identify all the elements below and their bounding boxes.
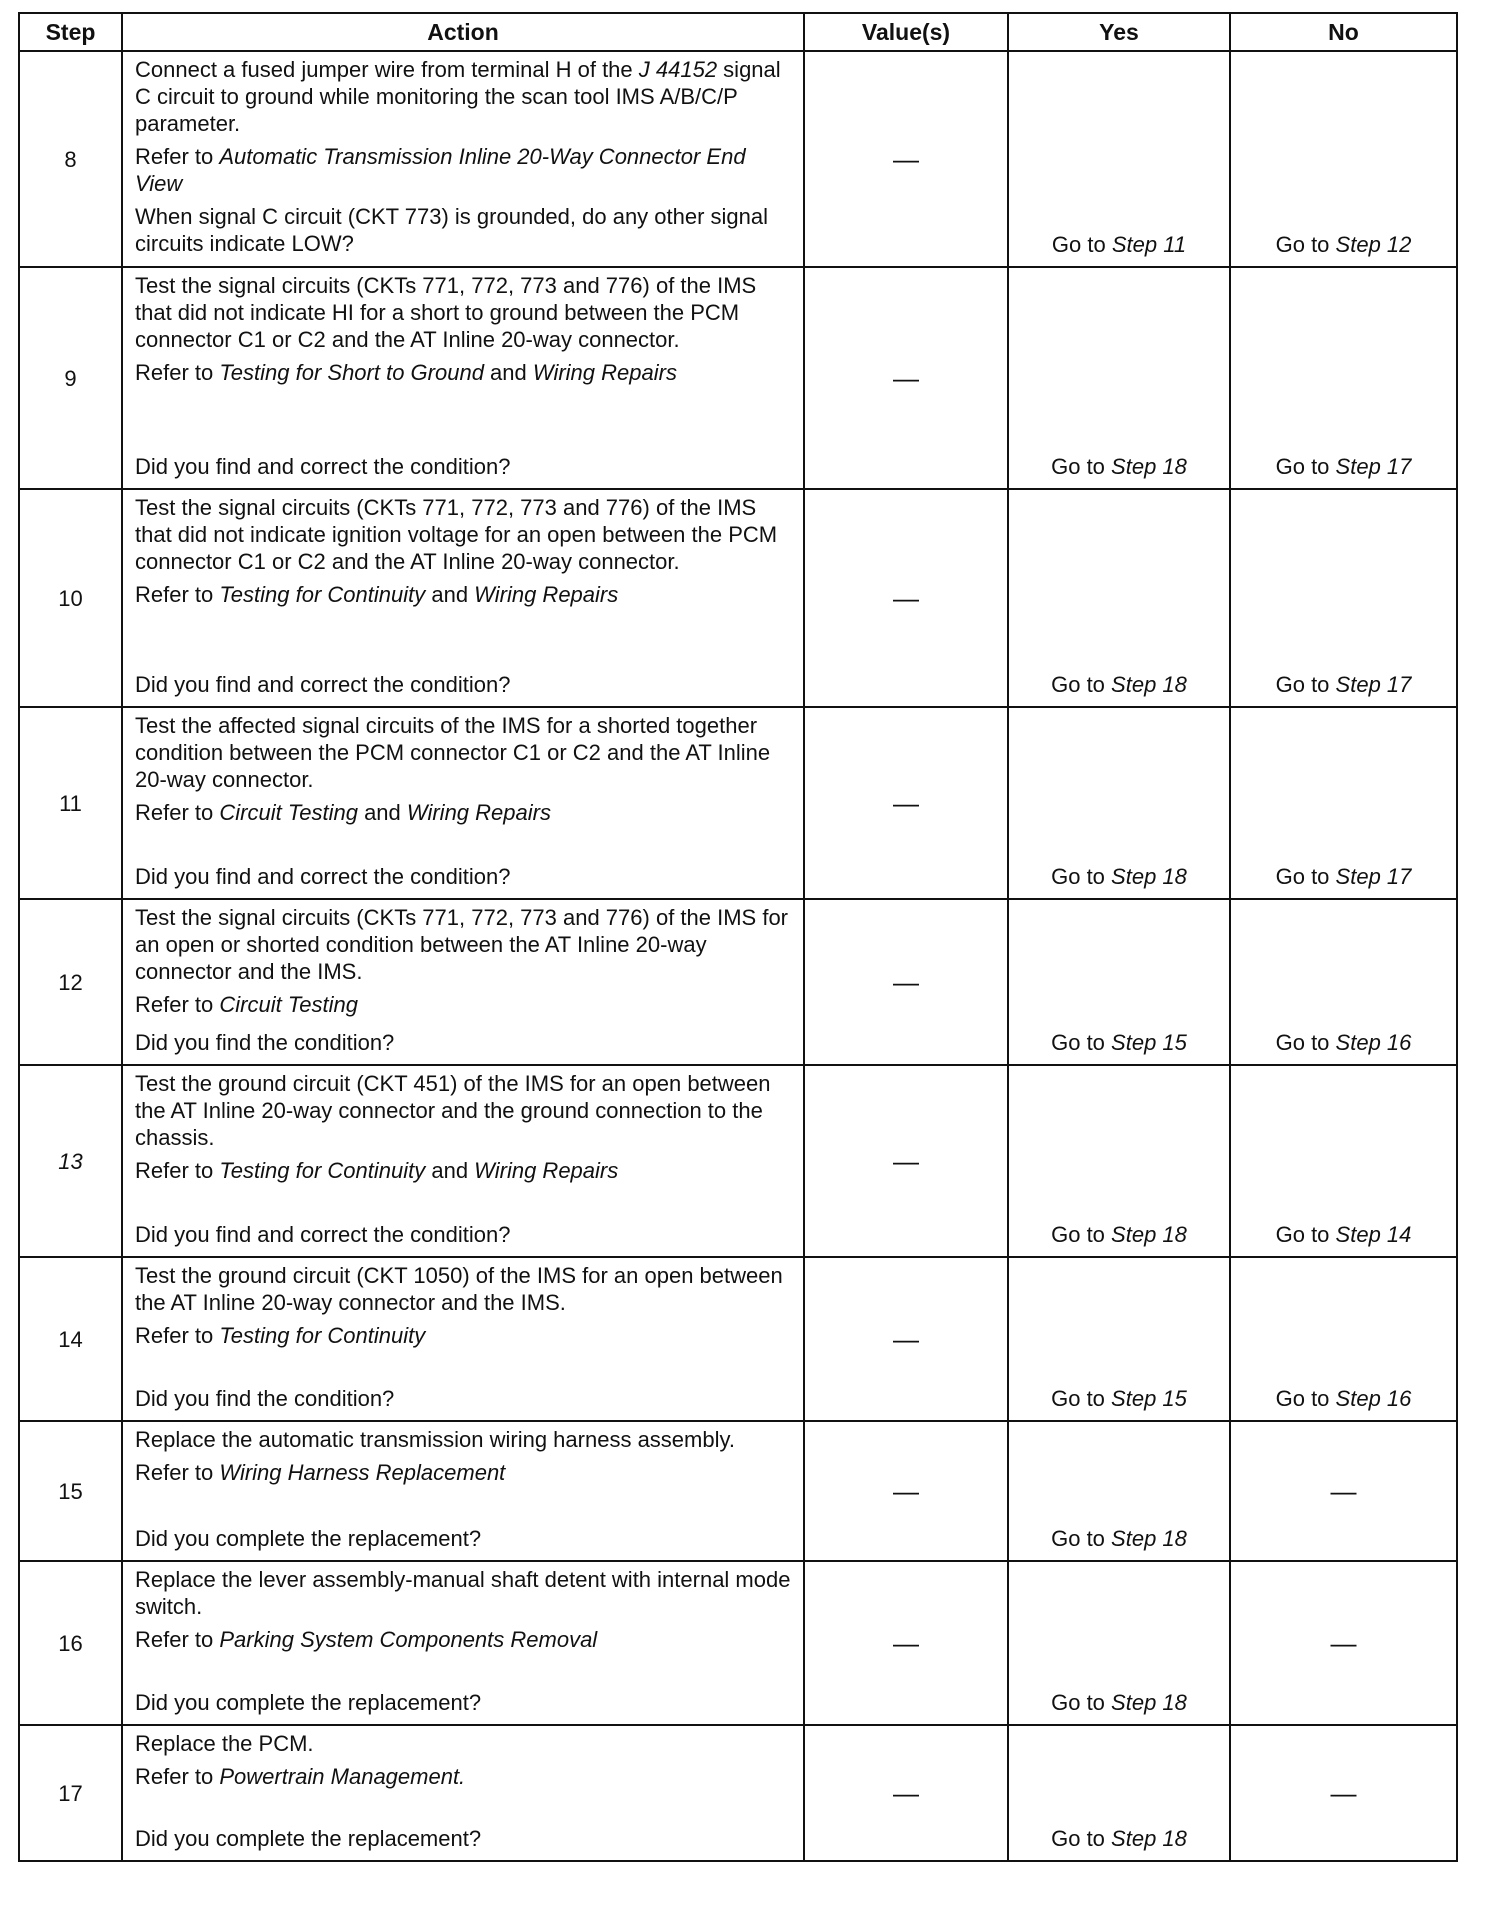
value-cell: — xyxy=(804,489,1008,707)
no-cell[interactable]: Go to Step 16 xyxy=(1230,899,1457,1065)
reference-link[interactable]: Testing for Continuity xyxy=(219,582,426,607)
reference-link[interactable]: Powertrain Management. xyxy=(219,1764,466,1789)
reference-link[interactable]: Circuit Testing xyxy=(219,992,358,1017)
reference-text: Refer to Testing for Continuity and Wiring Repairs xyxy=(135,1158,619,1183)
reference-text: Refer to Powertrain Management. xyxy=(135,1764,466,1789)
value-cell: — xyxy=(804,1065,1008,1257)
action-cell xyxy=(122,1257,804,1421)
action-cell xyxy=(122,707,804,899)
reference-text: Refer to Testing for Continuity xyxy=(135,1323,426,1348)
step-number: 15 xyxy=(19,1421,122,1561)
reference-link[interactable]: Wiring Repairs xyxy=(406,800,551,825)
action-cell xyxy=(122,1421,804,1561)
action-cell xyxy=(122,899,804,1065)
reference-text: Refer to Automatic Transmission Inline 20-Way Connector End View xyxy=(135,144,746,196)
step-number: 12 xyxy=(19,899,122,1065)
question-text: Did you find the condition? xyxy=(135,1030,395,1055)
reference-text: Refer to Circuit Testing and Wiring Repairs xyxy=(135,800,551,825)
reference-text: Refer to Parking System Components Removal xyxy=(135,1627,598,1652)
action-text: Replace the automatic transmission wiring harness assembly. xyxy=(135,1427,735,1452)
header-step: Step xyxy=(19,13,122,51)
header-no: No xyxy=(1230,13,1457,51)
no-cell[interactable]: Go to Step 17 xyxy=(1230,489,1457,707)
table-row xyxy=(19,1257,1457,1421)
diagnostic-table xyxy=(18,12,1458,1862)
step-number: 8 xyxy=(19,51,122,267)
no-cell[interactable]: Go to Step 14 xyxy=(1230,1065,1457,1257)
reference-text: Refer to Testing for Continuity and Wiring Repairs xyxy=(135,582,619,607)
action-text: Test the affected signal circuits of the IMS for a shorted together condition between the PCM connector C1 or C2 and the AT Inline 20-way connector. xyxy=(135,713,771,792)
reference-link[interactable]: Parking System Components Removal xyxy=(219,1627,598,1652)
reference-text: Refer to Circuit Testing xyxy=(135,992,358,1017)
reference-link[interactable]: Testing for Continuity xyxy=(219,1158,426,1183)
value-cell: — xyxy=(804,707,1008,899)
yes-cell[interactable]: Go to Step 18 xyxy=(1008,489,1230,707)
header-yes: Yes xyxy=(1008,13,1230,51)
reference-link[interactable]: Automatic Transmission Inline 20-Way Connector End View xyxy=(135,144,746,196)
action-text: Replace the lever assembly-manual shaft detent with internal mode switch. xyxy=(135,1567,791,1619)
reference-link[interactable]: Wiring Harness Replacement xyxy=(219,1460,506,1485)
table-row xyxy=(19,1421,1457,1561)
reference-link[interactable]: Wiring Repairs xyxy=(474,582,619,607)
value-cell: — xyxy=(804,1561,1008,1725)
header-action: Action xyxy=(122,13,804,51)
table-row xyxy=(19,51,1457,267)
reference-text: Refer to Testing for Short to Ground and Wiring Repairs xyxy=(135,360,677,385)
table-row xyxy=(19,1561,1457,1725)
no-cell: — xyxy=(1230,1725,1457,1861)
step-number: 17 xyxy=(19,1725,122,1861)
action-text: Test the ground circuit (CKT 1050) of the IMS for an open between the AT Inline 20-way connector and the IMS. xyxy=(135,1263,783,1315)
question-text: Did you find the condition? xyxy=(135,1386,395,1411)
step-number: 13 xyxy=(19,1065,122,1257)
step-number: 11 xyxy=(19,707,122,899)
reference-text: Refer to Wiring Harness Replacement xyxy=(135,1460,506,1485)
question-text: Did you complete the replacement? xyxy=(135,1526,482,1551)
action-cell xyxy=(122,1065,804,1257)
table-row xyxy=(19,489,1457,707)
action-text: Replace the PCM. xyxy=(135,1731,314,1756)
table-row xyxy=(19,1065,1457,1257)
action-cell xyxy=(122,1561,804,1725)
table-row xyxy=(19,1725,1457,1861)
step-number: 9 xyxy=(19,267,122,489)
table-row xyxy=(19,899,1457,1065)
no-cell: — xyxy=(1230,1561,1457,1725)
yes-cell[interactable]: Go to Step 18 xyxy=(1008,1561,1230,1725)
yes-cell[interactable]: Go to Step 15 xyxy=(1008,899,1230,1065)
question-text: Did you find and correct the condition? xyxy=(135,672,511,697)
action-text: Test the ground circuit (CKT 451) of the IMS for an open between the AT Inline 20-way connector and the ground connection to the chassis. xyxy=(135,1071,771,1150)
table-row xyxy=(19,707,1457,899)
value-cell: — xyxy=(804,1257,1008,1421)
yes-cell[interactable]: Go to Step 18 xyxy=(1008,1725,1230,1861)
table-row xyxy=(19,267,1457,489)
yes-cell[interactable]: Go to Step 11 xyxy=(1008,51,1230,267)
value-cell: — xyxy=(804,51,1008,267)
question-text: When signal C circuit (CKT 773) is grounded, do any other signal circuits indicate LOW? xyxy=(135,204,769,256)
value-cell: — xyxy=(804,899,1008,1065)
yes-cell[interactable]: Go to Step 18 xyxy=(1008,267,1230,489)
reference-link[interactable]: Testing for Short to Ground xyxy=(219,360,484,385)
action-cell xyxy=(122,267,804,489)
header-values: Value(s) xyxy=(804,13,1008,51)
reference-link[interactable]: Wiring Repairs xyxy=(474,1158,619,1183)
action-cell xyxy=(122,51,804,267)
action-text: Test the signal circuits (CKTs 771, 772, 773 and 776) of the IMS for an open or shorted condition between the AT Inline 20-way connector and the IMS. xyxy=(135,905,789,984)
yes-cell[interactable]: Go to Step 18 xyxy=(1008,1065,1230,1257)
value-cell: — xyxy=(804,1421,1008,1561)
action-text: Connect a fused jumper wire from terminal H of the J 44152 signal C circuit to ground while monitoring the scan tool IMS A/B/C/P parameter. xyxy=(135,57,781,136)
no-cell[interactable]: Go to Step 16 xyxy=(1230,1257,1457,1421)
question-text: Did you complete the replacement? xyxy=(135,1690,482,1715)
no-cell[interactable]: Go to Step 17 xyxy=(1230,707,1457,899)
step-number: 16 xyxy=(19,1561,122,1725)
value-cell: — xyxy=(804,267,1008,489)
reference-link[interactable]: Circuit Testing xyxy=(219,800,358,825)
action-text: Test the signal circuits (CKTs 771, 772, 773 and 776) of the IMS that did not indicate HI for a short to ground between the PCM connector C1 or C2 and the AT Inline 20-way connector. xyxy=(135,273,757,352)
question-text: Did you complete the replacement? xyxy=(135,1826,482,1851)
action-cell xyxy=(122,1725,804,1861)
no-cell[interactable]: Go to Step 12 xyxy=(1230,51,1457,267)
reference-link[interactable]: Wiring Repairs xyxy=(532,360,677,385)
action-text: Test the signal circuits (CKTs 771, 772, 773 and 776) of the IMS that did not indicate ignition voltage for an open between the PCM connector C1 or C2 and the AT Inline 20-way connector. xyxy=(135,495,778,574)
diagnostic-table-page xyxy=(18,12,1456,1862)
yes-cell[interactable]: Go to Step 18 xyxy=(1008,707,1230,899)
yes-cell[interactable]: Go to Step 15 xyxy=(1008,1257,1230,1421)
action-cell xyxy=(122,489,804,707)
reference-link[interactable]: Testing for Continuity xyxy=(219,1323,426,1348)
question-text: Did you find and correct the condition? xyxy=(135,454,511,479)
no-cell[interactable]: Go to Step 17 xyxy=(1230,267,1457,489)
value-cell: — xyxy=(804,1725,1008,1861)
step-number: 10 xyxy=(19,489,122,707)
header-row xyxy=(19,13,1457,51)
step-number: 14 xyxy=(19,1257,122,1421)
no-cell: — xyxy=(1230,1421,1457,1561)
question-text: Did you find and correct the condition? xyxy=(135,864,511,889)
question-text: Did you find and correct the condition? xyxy=(135,1222,511,1247)
yes-cell[interactable]: Go to Step 18 xyxy=(1008,1421,1230,1561)
